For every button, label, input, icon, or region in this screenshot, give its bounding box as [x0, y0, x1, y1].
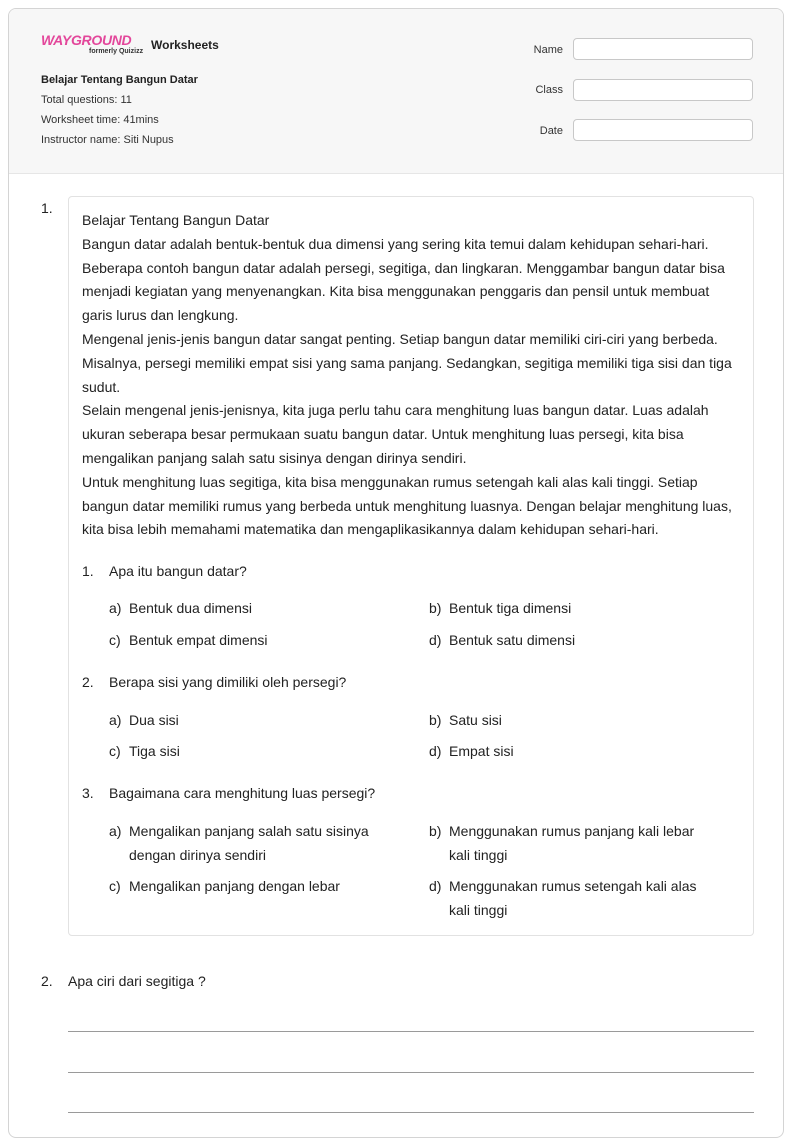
sub-question-number: 3.	[82, 785, 94, 801]
passage-paragraph: Untuk menghitung luas segitiga, kita bisa menggunakan rumus setengah kali alas kali tinggi. Setiap bangun datar memiliki rumus yang berbeda untuk menghitung luasnya. Dengan belajar menghitung luas, kita bisa lebih memahami matematika dan mengaplikasikannya dalam kehidupan sehari-hari.	[82, 473, 732, 538]
option-text: Mengalikan panjang salah satu sisinya dengan dirinya sendiri	[129, 823, 369, 863]
option-letter: a)	[109, 712, 122, 728]
option-letter: d)	[429, 743, 442, 759]
option-letter: d)	[429, 878, 442, 894]
answer-line[interactable]	[68, 1031, 754, 1032]
passage-title: Belajar Tentang Bangun Datar	[82, 212, 270, 228]
option-text: Empat sisi	[449, 743, 514, 759]
name-label: Name	[533, 44, 563, 56]
option-text: Dua sisi	[129, 712, 179, 728]
worksheet-time: Worksheet time: 41mins	[41, 114, 159, 126]
question-text: Apa ciri dari segitiga ?	[68, 973, 206, 989]
option-text: Tiga sisi	[129, 743, 180, 759]
option-letter: c)	[109, 743, 121, 759]
name-field[interactable]	[573, 38, 753, 60]
option-letter: d)	[429, 632, 442, 648]
sub-question-text: Apa itu bangun datar?	[109, 563, 247, 579]
question-number: 2.	[41, 973, 53, 989]
date-field[interactable]	[573, 119, 753, 141]
logo-text: WAYGROUND	[41, 32, 132, 48]
passage-paragraph: Selain mengenal jenis-jenisnya, kita juga perlu tahu cara menghitung luas bangun datar. Luas adalah ukuran seberapa besar permukaan suatu bangun datar. Untuk menghitung luas persegi, kita bisa mengalikan panjang salah satu sisinya dengan dirinya sendiri.	[82, 402, 709, 466]
option-text: Bentuk dua dimensi	[129, 600, 252, 616]
answer-line[interactable]	[68, 1112, 754, 1113]
worksheet-page	[8, 8, 784, 1138]
worksheet-header	[9, 9, 783, 174]
sub-question-number: 1.	[82, 563, 94, 579]
brand-title: Worksheets	[151, 38, 219, 52]
option-letter: b)	[429, 712, 442, 728]
option-letter: b)	[429, 823, 442, 839]
passage-paragraph: Bangun datar adalah bentuk-bentuk dua dimensi yang sering kita temui dalam kehidupan sehari-hari. Beberapa contoh bangun datar adalah persegi, segitiga, dan lingkaran. Menggambar bangun datar bisa menjadi kegiatan yang menyenangkan. Kita bisa menggunakan penggaris dan pensil untuk membuat garis lurus dan lengkung.	[82, 235, 725, 324]
option-text: Bentuk tiga dimensi	[449, 600, 572, 616]
option-text: Satu sisi	[449, 712, 502, 728]
sub-question-text: Berapa sisi yang dimiliki oleh persegi?	[109, 674, 347, 690]
option-text: Bentuk empat dimensi	[129, 632, 268, 648]
option-letter: c)	[109, 632, 121, 648]
option-letter: a)	[109, 600, 122, 616]
option-text: Mengalikan panjang dengan lebar	[129, 878, 340, 894]
instructor-name: Instructor name: Siti Nupus	[41, 134, 174, 146]
sub-question-text: Bagaimana cara menghitung luas persegi?	[109, 785, 376, 801]
class-label: Class	[535, 84, 563, 96]
option-letter: b)	[429, 600, 442, 616]
sub-question-number: 2.	[82, 674, 94, 690]
date-label: Date	[539, 125, 563, 137]
reading-passage	[82, 209, 742, 542]
answer-line[interactable]	[68, 1072, 754, 1073]
total-questions: Total questions: 11	[41, 94, 132, 106]
class-field[interactable]	[573, 79, 753, 101]
option-letter: c)	[109, 878, 121, 894]
passage-question-card	[68, 196, 754, 936]
option-letter: a)	[109, 823, 122, 839]
logo-subtitle: formerly Quizizz	[89, 48, 144, 55]
passage-paragraph: Mengenal jenis-jenis bangun datar sangat penting. Setiap bangun datar memiliki ciri-ciri yang berbeda. Misalnya, persegi memiliki empat sisi yang sama panjang. Sedangkan, segitiga memiliki tiga sisi dan tiga sudut.	[82, 330, 732, 395]
wayground-logo	[41, 32, 145, 58]
worksheet-title: Belajar Tentang Bangun Datar	[41, 74, 198, 86]
option-text: Menggunakan rumus setengah kali alas kali tinggi	[449, 878, 697, 918]
option-text: Menggunakan rumus panjang kali lebar kali tinggi	[449, 823, 695, 863]
question-number: 1.	[41, 200, 53, 216]
option-text: Bentuk satu dimensi	[449, 632, 576, 648]
